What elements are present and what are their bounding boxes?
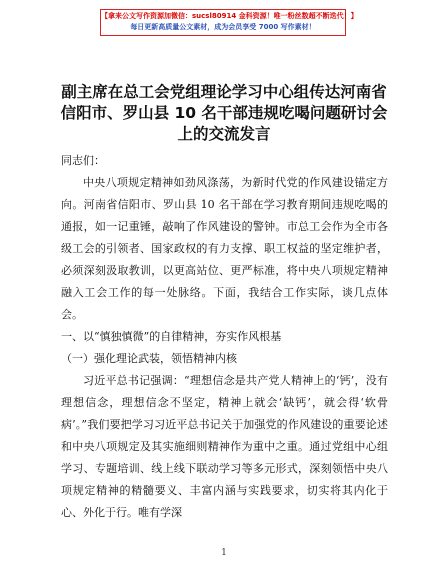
document-body xyxy=(61,150,388,524)
document-title: 副主席在总工会党组理论学习中心组传达河南省信阳市、罗山县 10 名干部违规吃喝问题研讨会上的交流发言 xyxy=(60,83,388,143)
subsection-heading-1: （一）强化理论武装，领悟精神内核 xyxy=(61,352,237,365)
paragraph-2: 习近平总书记强调：“理想信念是共产党人精神上的‘钙’，没有理想信念，理想信念不坚定，精神上就会‘缺钙’，就会得‘软骨病’。”我们要把学习习近平总书记关于加强党的作风建设的重要论述和中央八项规定及其实施细则精神作为重中之重。通过党组中心组学习、专题培训、线上线下联动学习等多元形式，深刻领悟中央八项规定精神的精髓要义、丰富内涵与实践要求，切实将其内化于心、外化于行。唯有学深 xyxy=(61,374,388,519)
paragraph-intro: 中央八项规定精神如劲风涤荡，为新时代党的作风建设锚定方向。河南省信阳市、罗山县 10 名干部在学习教育期间违规吃喝的通报，如一记重锤，敲响了作风建设的警钟。市总工会作为全市各级工会的引领者、国家政权的有力支撑、职工权益的坚定维护者，必须深刻汲取教训，以更高站位、更严标准，将中央八项规定精神融入工会工作的每一处脉络。下面，我结合工作实际，谈几点体会。 xyxy=(61,176,388,321)
promo-banner[interactable] xyxy=(100,9,358,36)
promo-line-1: 【拿来公文写作资源加微信：sucsl80914 金科资源！唯一粉丝数超不断迭代！】 xyxy=(101,12,358,20)
promo-line-2: 每日更新高质量公文素材，成为会员享受 7000 写作素材！ xyxy=(130,23,316,31)
page-number: 1 xyxy=(221,548,227,558)
section-heading-1: 一、以“慎独慎微”的自律精神，夯实作风根基 xyxy=(61,330,282,343)
greeting: 同志们： xyxy=(61,154,105,167)
